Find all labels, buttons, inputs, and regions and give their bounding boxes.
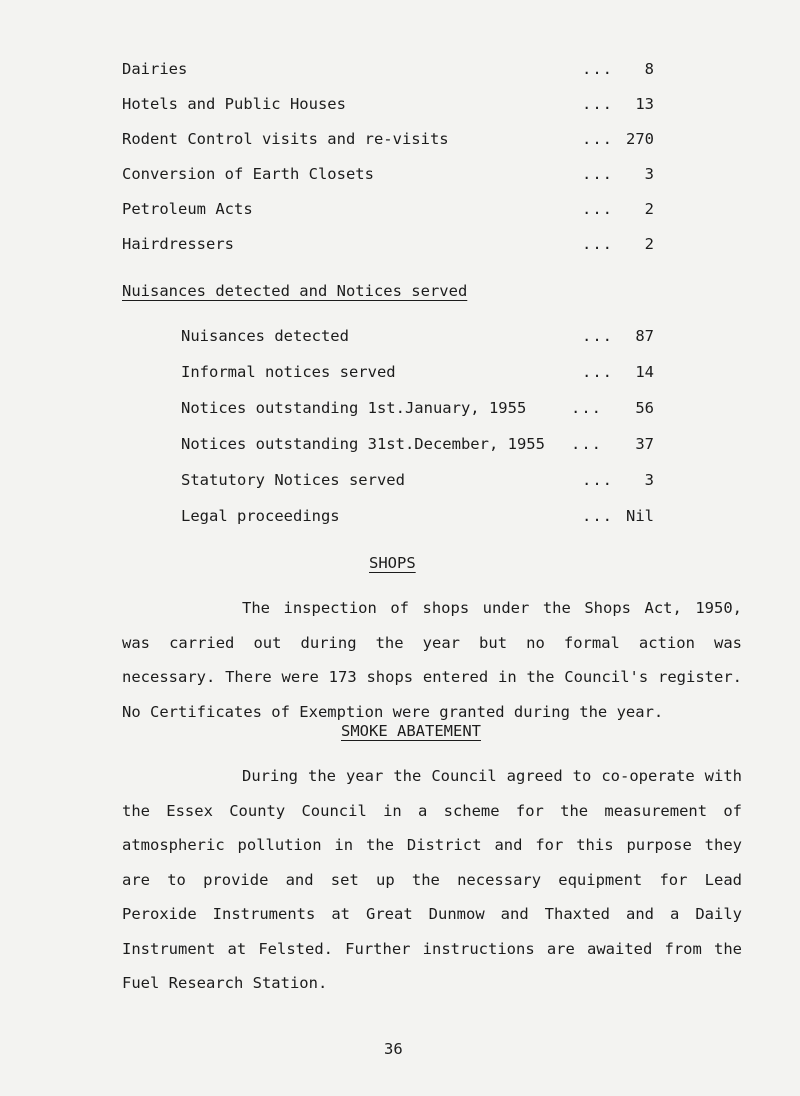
item-label: Notices outstanding 31st.December, 1955 [181,435,545,453]
item-label: Statutory Notices served [181,471,405,489]
item-value: 13 [635,95,654,113]
item-value: 270 [626,130,654,148]
leader-dots: ... [582,507,613,525]
item-value: 56 [635,399,654,417]
item-label: Informal notices served [181,363,396,381]
smoke-text: During the year the Council agreed to co-operate with the Essex County Council in a scheme for the measurement of atmospheric pollution in the District and for this purpose they are to provide and set up the necessary equipment for Lead Peroxide Instruments at Great Dunmow and Thaxted and a Daily Instrument at Felsted. Further instructions are awaited from the Fuel Research Station. [122,767,742,992]
leader-dots: ... [582,327,613,345]
item-label: Legal proceedings [181,507,340,525]
item-value: Nil [626,507,654,525]
nuisances-heading: Nuisances detected and Notices served [122,282,468,300]
item-value: 87 [635,327,654,345]
item-label: Hairdressers [122,235,234,253]
leader-dots: ... [571,399,602,417]
shops-heading: SHOPS [369,554,416,572]
leader-dots: ... [582,95,613,113]
item-label: Rodent Control visits and re-visits [122,130,449,148]
leader-dots: ... [582,363,613,381]
shops-paragraph [122,591,742,729]
item-value: 3 [644,165,654,183]
shops-text: The inspection of shops under the Shops Act, 1950, was carried out during the year but no formal action was necessary. There were 173 shops entered in the Council's register. No Certificates of Exemption were granted during the year. [122,599,742,721]
item-label: Notices outstanding 1st.January, 1955 [181,399,527,417]
page-number: 36 [384,1040,403,1058]
item-value: 3 [644,471,654,489]
item-value: 2 [644,235,654,253]
item-label: Conversion of Earth Closets [122,165,374,183]
item-value: 37 [635,435,654,453]
item-value: 14 [635,363,654,381]
leader-dots: ... [571,435,602,453]
leader-dots: ... [582,130,613,148]
item-value: 2 [644,200,654,218]
leader-dots: ... [582,235,613,253]
item-value: 8 [644,60,654,78]
leader-dots: ... [582,200,613,218]
leader-dots: ... [582,471,613,489]
smoke-paragraph [122,759,742,1001]
item-label: Nuisances detected [181,327,349,345]
item-label: Dairies [122,60,188,78]
smoke-heading: SMOKE ABATEMENT [341,722,481,740]
item-label: Petroleum Acts [122,200,253,218]
leader-dots: ... [582,165,613,183]
item-label: Hotels and Public Houses [122,95,346,113]
leader-dots: ... [582,60,613,78]
